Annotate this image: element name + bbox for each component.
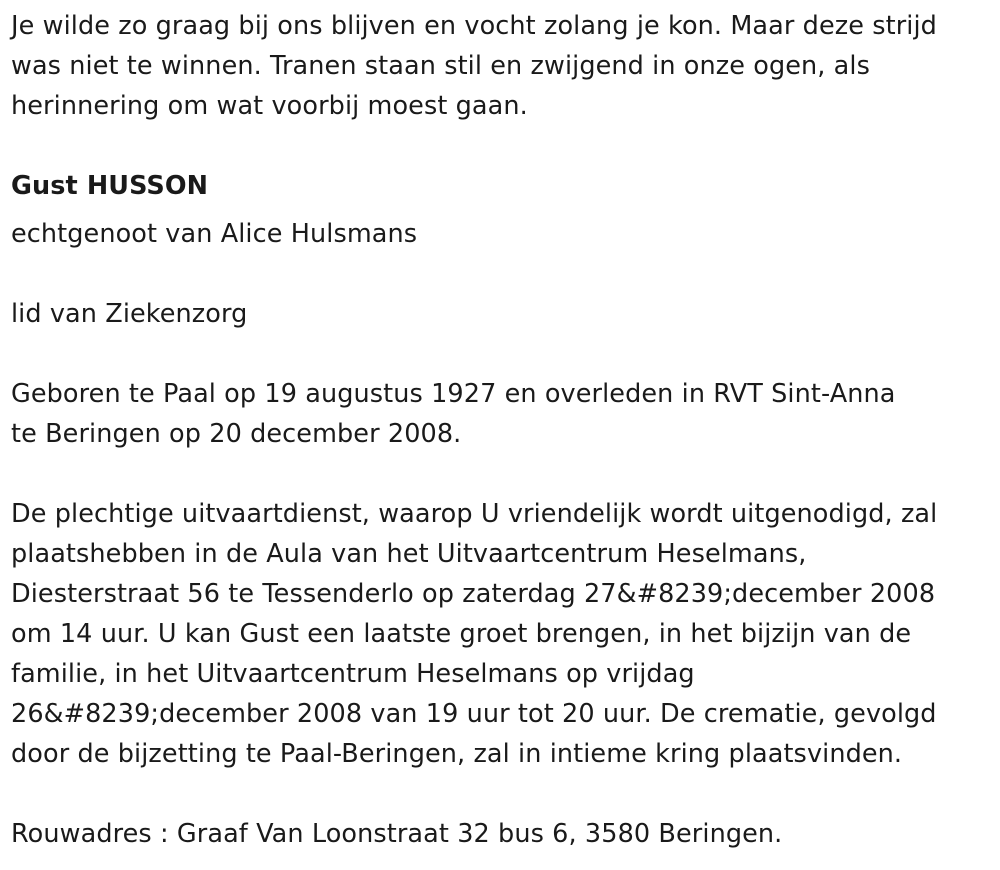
paragraph-spacer xyxy=(11,254,986,294)
paragraph-spacer xyxy=(11,454,986,494)
birth-death-line: te Beringen op 20 december 2008. xyxy=(11,419,462,449)
service-line: om 14 uur. U kan Gust een laatste groet brengen, in het bijzijn van de xyxy=(11,619,912,649)
membership-line: lid van Ziekenzorg xyxy=(11,299,248,329)
intro-line: was niet te winnen. Tranen staan stil en zwijgend in onze ogen, als xyxy=(11,51,870,81)
service-line: 26&#8239;december 2008 van 19 uur tot 20 uur. De crematie, gevolgd xyxy=(11,699,937,729)
intro-paragraph xyxy=(11,6,986,126)
service-paragraph xyxy=(11,494,986,774)
intro-line: herinnering om wat voorbij moest gaan. xyxy=(11,91,528,121)
obituary-document xyxy=(11,6,986,854)
intro-line: Je wilde zo graag bij ons blijven en vocht zolang je kon. Maar deze strijd xyxy=(11,11,937,41)
service-line: door de bijzetting te Paal-Beringen, zal in intieme kring plaatsvinden. xyxy=(11,739,903,769)
name-spacer xyxy=(11,206,986,214)
deceased-name: Gust HUSSON xyxy=(11,171,209,201)
service-line: plaatshebben in de Aula van het Uitvaartcentrum Heselmans, xyxy=(11,539,807,569)
paragraph-spacer xyxy=(11,126,986,166)
service-line: De plechtige uitvaartdienst, waarop U vriendelijk wordt uitgenodigd, zal xyxy=(11,499,938,529)
mourning-address: Rouwadres : Graaf Van Loonstraat 32 bus 6, 3580 Beringen. xyxy=(11,819,783,849)
birth-death-line: Geboren te Paal op 19 augustus 1927 en overleden in RVT Sint-Anna xyxy=(11,379,896,409)
birth-death-paragraph xyxy=(11,374,986,454)
spouse-line: echtgenoot van Alice Hulsmans xyxy=(11,219,418,249)
paragraph-spacer xyxy=(11,774,986,814)
service-line: Diesterstraat 56 te Tessenderlo op zaterdag 27&#8239;december 2008 xyxy=(11,579,936,609)
service-line: familie, in het Uitvaartcentrum Heselmans op vrijdag xyxy=(11,659,695,689)
paragraph-spacer xyxy=(11,334,986,374)
